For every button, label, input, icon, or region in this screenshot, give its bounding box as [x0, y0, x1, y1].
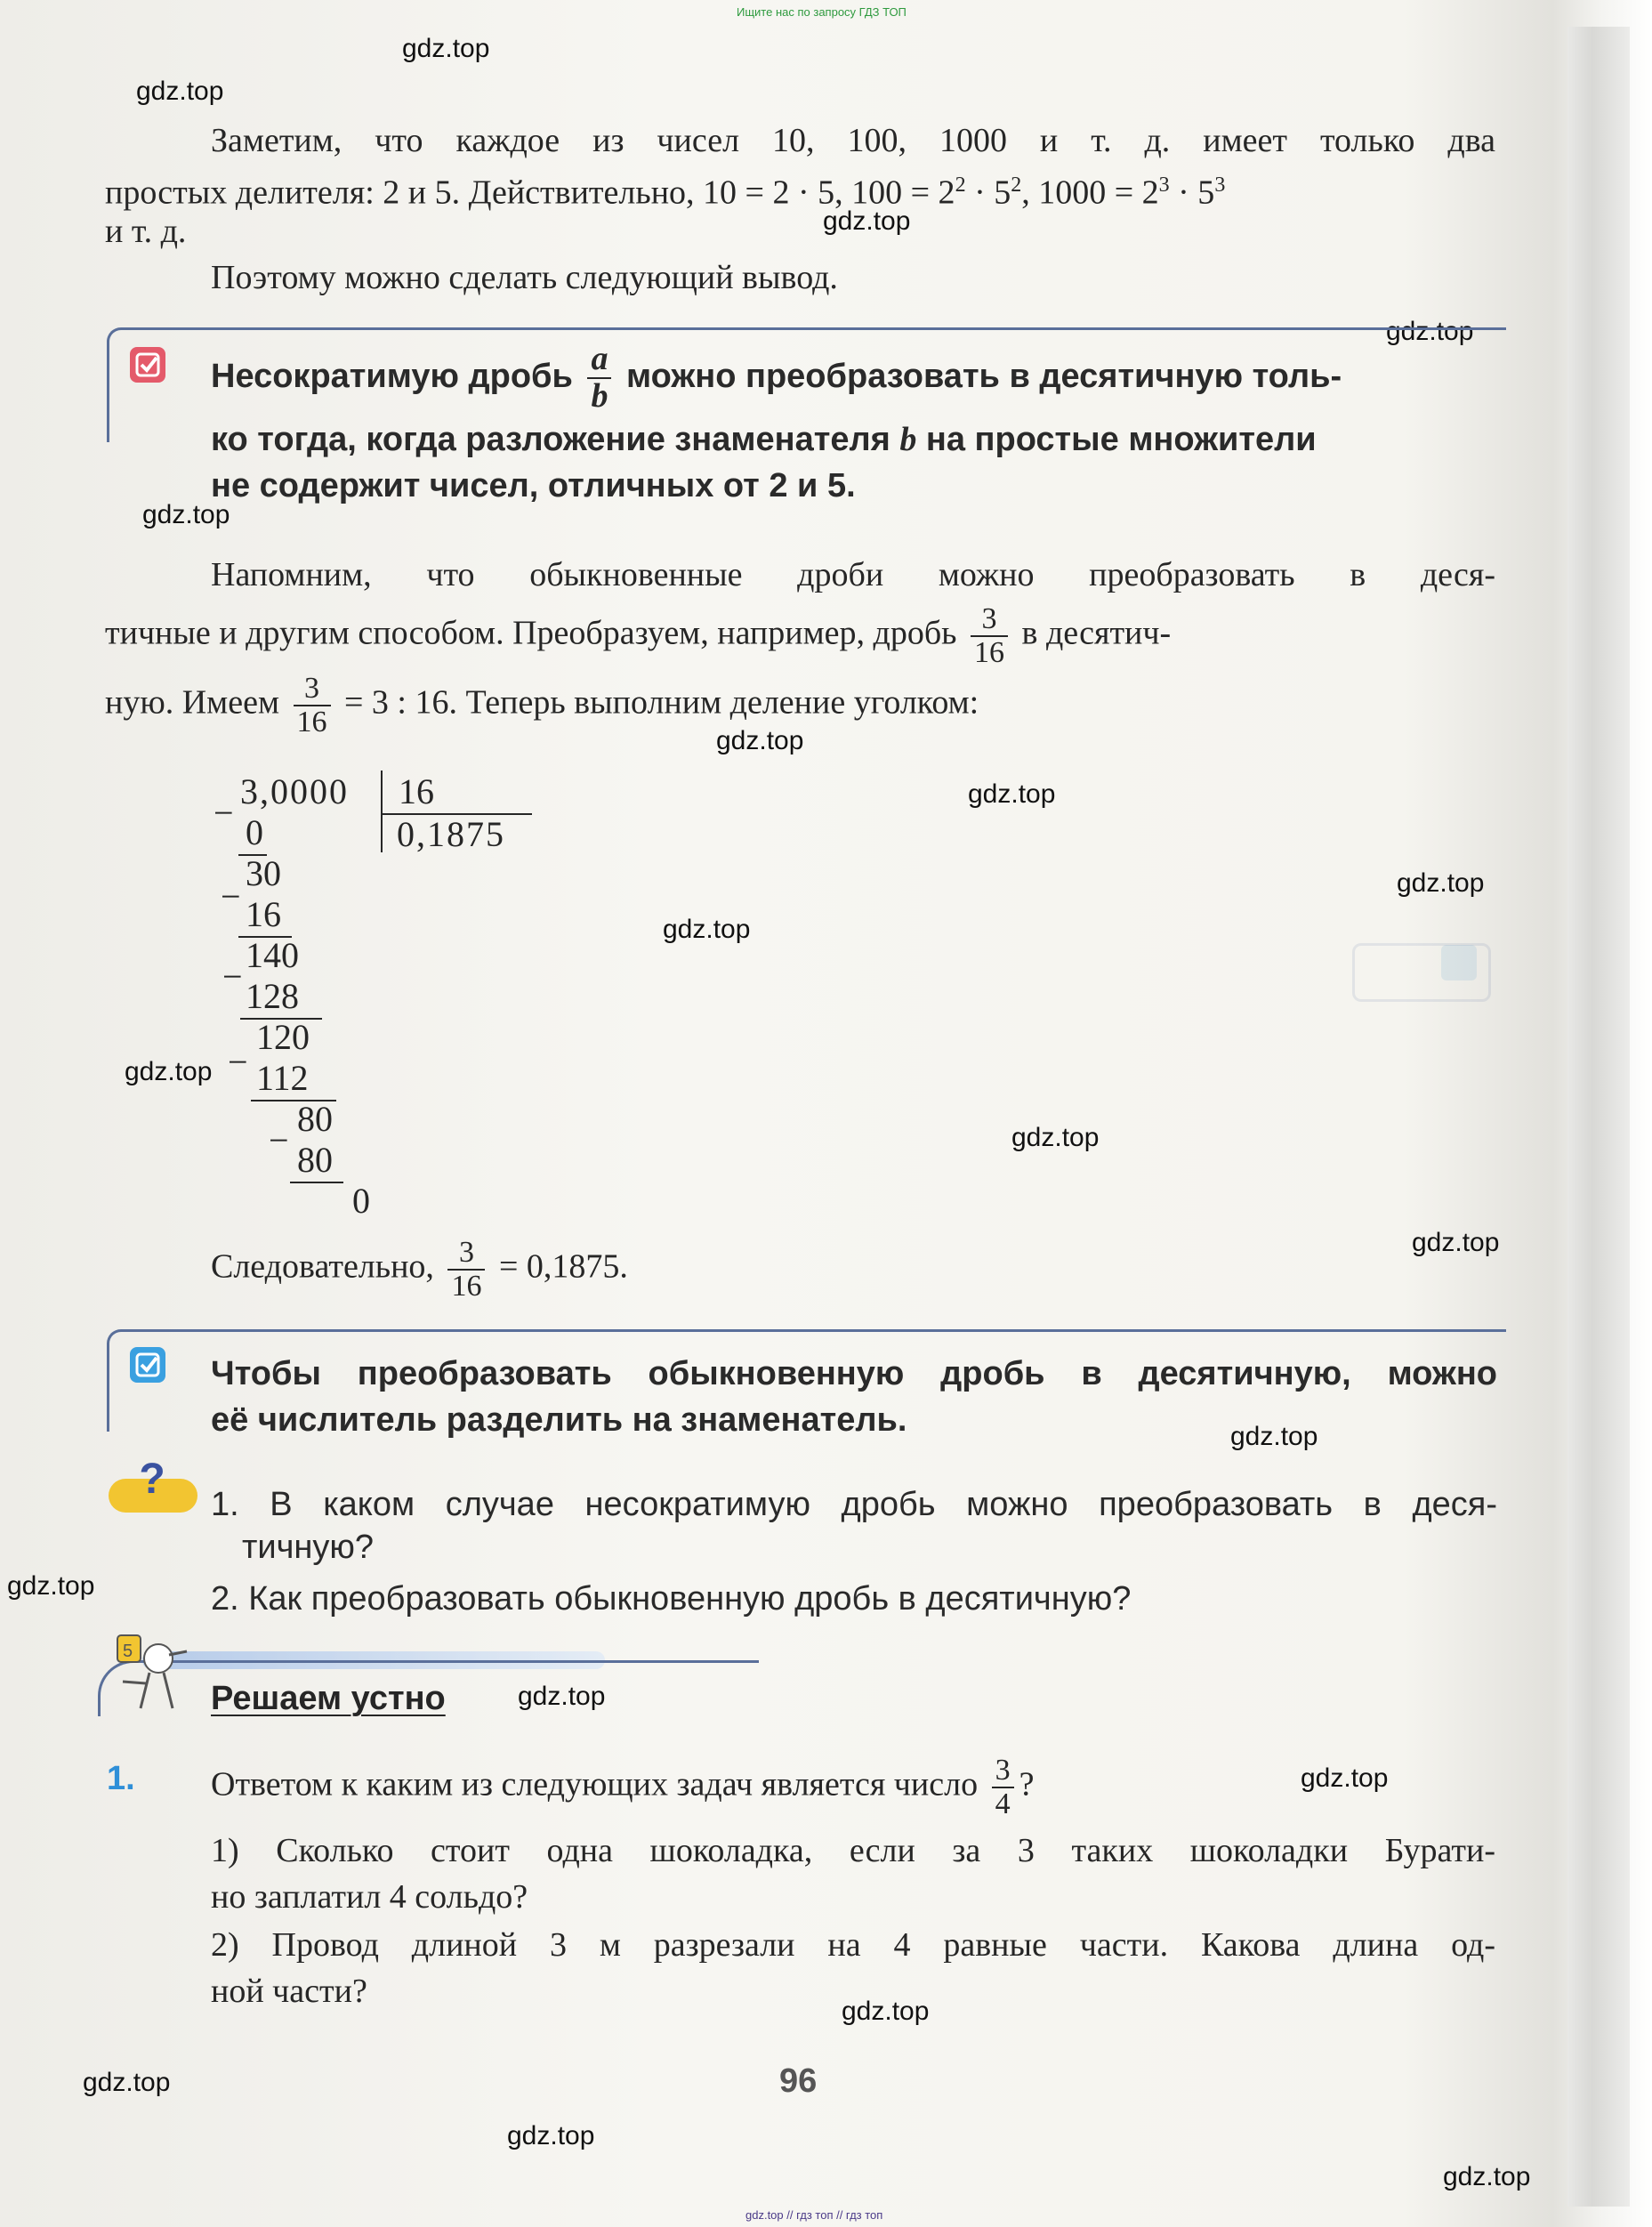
remind-line-2-b: в десятич- — [1021, 614, 1172, 652]
fraction — [587, 342, 611, 415]
division-step: 80 — [297, 1140, 333, 1180]
exponent: 2 — [955, 173, 966, 197]
division-divisor: 16 — [399, 771, 434, 811]
division-step: 112 — [256, 1058, 309, 1098]
division-step: 120 — [256, 1017, 310, 1057]
fraction — [971, 603, 1008, 668]
fraction-numerator: 3 — [971, 603, 1008, 637]
bleed-through-block — [1441, 945, 1477, 980]
remind-line-1: Напомним, что обыкновенные дроби можно преобразовать в деся- — [211, 556, 1495, 593]
fraction-numerator: 3 — [294, 673, 331, 706]
top-note: Ищите нас по запросу ГДЗ ТОП — [737, 5, 907, 19]
watermark: gdz.top — [1397, 868, 1485, 898]
division-dividend: 3,0000 — [240, 771, 349, 811]
rule1-line-3: не содержит чисел, отличных от 2 и 5. — [211, 467, 856, 504]
division-step: 0 — [352, 1181, 370, 1221]
intro-line-2-c: , 1000 = 2 — [1021, 173, 1159, 212]
intro-line-2 — [105, 162, 1497, 216]
division-step: 0 — [246, 812, 263, 852]
question-2: 2. Как преобразовать обыкновенную дробь в десятичную? — [211, 1580, 1132, 1618]
rule1-line-2-a: ко тогда, когда разложение знаменателя — [211, 421, 890, 458]
rule1-line-2-c: на простые множители — [925, 421, 1317, 458]
fraction — [992, 1755, 1014, 1820]
remind-line-3 — [105, 673, 1497, 738]
task-item-1-line-1: 1) Сколько стоит одна шоколадка, если за 3 таких шоколадки Бурати- — [211, 1832, 1495, 1869]
fraction-numerator: 3 — [992, 1755, 1014, 1788]
book-spine-shadow — [1567, 27, 1630, 2207]
division-step: 30 — [246, 853, 281, 893]
oral-section-title: Решаем устно — [211, 1680, 446, 1717]
remind-line-3-b: = 3 : 16. Теперь выполним деление уголком: — [344, 683, 979, 722]
division-minus: − — [269, 1120, 289, 1160]
watermark: gdz.top — [716, 726, 804, 755]
watermark: gdz.top — [1412, 1228, 1500, 1257]
watermark: gdz.top — [823, 206, 911, 236]
conclusion-line — [211, 1237, 628, 1302]
watermark: gdz.top — [842, 1997, 930, 2026]
fraction-denominator: 16 — [296, 705, 327, 738]
conclusion-suffix: = 0,1875. — [498, 1247, 628, 1286]
watermark: gdz.top — [83, 2068, 171, 2097]
rule2-line-2: её числитель разделить на знаменатель. — [211, 1401, 907, 1439]
fraction-denominator: 16 — [451, 1269, 482, 1303]
watermark: gdz.top — [402, 34, 490, 63]
pinocchio-icon — [105, 1628, 194, 1717]
question-1-line-2: тичную? — [242, 1529, 375, 1566]
rule1-line-1 — [211, 342, 1497, 415]
fraction-denominator: b — [591, 376, 608, 415]
fraction — [294, 673, 331, 738]
remind-line-3-a: ную. Имеем — [105, 683, 279, 722]
remind-line-2 — [105, 603, 1497, 668]
division-minus: − — [214, 793, 234, 833]
watermark: gdz.top — [968, 779, 1056, 809]
intro-line-2-b: · 5 — [965, 173, 1011, 212]
division-minus: − — [228, 1042, 248, 1082]
check-icon — [130, 1347, 165, 1383]
watermark: gdz.top — [136, 77, 224, 106]
svg-text:5: 5 — [123, 1642, 133, 1661]
watermark: gdz.top — [7, 1571, 95, 1601]
watermark: gdz.top — [518, 1682, 606, 1711]
question-1-line-1: 1. В каком случае несократимую дробь можно преобразовать в деся- — [211, 1486, 1497, 1523]
intro-line-4: Поэтому можно сделать следующий вывод. — [211, 259, 838, 296]
watermark: gdz.top — [1011, 1123, 1100, 1152]
watermark: gdz.top — [1301, 1763, 1389, 1793]
division-step: 140 — [246, 935, 299, 975]
intro-line-2-a: простых делителя: 2 и 5. Действительно, 10 = 2 · 5, 100 = 2 — [105, 173, 955, 212]
watermark: gdz.top — [1443, 2162, 1531, 2191]
variable-b: b — [899, 421, 917, 458]
task-item-2-line-1: 2) Провод длиной 3 м разрезали на 4 равные части. Какова длина од- — [211, 1926, 1495, 1964]
division-rule — [290, 1182, 343, 1183]
intro-line-1: Заметим, что каждое из чисел 10, 100, 1000 и т. д. имеет только два — [211, 122, 1495, 159]
rule2-line-1: Чтобы преобразовать обыкновенную дробь в десятичную, можно — [211, 1355, 1497, 1392]
watermark: gdz.top — [1386, 317, 1474, 346]
watermark: gdz.top — [125, 1057, 213, 1086]
division-step: 128 — [246, 976, 299, 1016]
intro-line-2-d: · 5 — [1169, 173, 1215, 212]
watermark: gdz.top — [142, 500, 230, 529]
check-icon — [130, 347, 165, 383]
watermark: gdz.top — [663, 915, 751, 944]
question-icon — [109, 1456, 197, 1513]
page-number: 96 — [779, 2062, 818, 2100]
intro-line-3: и т. д. — [105, 213, 187, 250]
task-text — [211, 1755, 1034, 1820]
remind-line-2-a: тичные и другим способом. Преобразуем, например, дробь — [105, 614, 957, 652]
question-mark: ? — [139, 1456, 165, 1503]
division-quotient: 0,1875 — [397, 814, 505, 854]
exponent: 2 — [1011, 173, 1022, 197]
fraction-numerator: a — [587, 342, 611, 379]
fraction — [447, 1237, 485, 1302]
division-minus: − — [222, 956, 243, 997]
task-item-1-line-2: но заплатил 4 сольдо? — [211, 1878, 528, 1916]
task-question-mark: ? — [1019, 1765, 1035, 1803]
conclusion-prefix: Следовательно, — [211, 1247, 434, 1286]
rule1-part-2: можно преобразовать в десятичную толь- — [626, 357, 1342, 395]
fraction-denominator: 16 — [974, 635, 1005, 669]
division-bracket-vertical — [381, 771, 383, 852]
division-step: 80 — [297, 1099, 333, 1139]
division-minus: − — [221, 876, 241, 916]
exponent: 3 — [1158, 173, 1170, 197]
division-step: 16 — [246, 894, 281, 934]
bottom-note: gdz.top // гдз топ // гдз топ — [745, 2208, 883, 2222]
task-item-2-line-2: ной части? — [211, 1973, 367, 2010]
exponent: 3 — [1214, 173, 1226, 197]
fraction-numerator: 3 — [447, 1237, 485, 1271]
task-number: 1. — [107, 1760, 135, 1797]
fraction-denominator: 4 — [995, 1787, 1011, 1820]
watermark: gdz.top — [507, 2121, 595, 2150]
task-text-main: Ответом к каким из следующих задач является число — [211, 1765, 979, 1803]
rule1-part-1: Несократимую дробь — [211, 357, 573, 395]
watermark: gdz.top — [1230, 1422, 1318, 1451]
rule1-line-2 — [211, 416, 1497, 463]
